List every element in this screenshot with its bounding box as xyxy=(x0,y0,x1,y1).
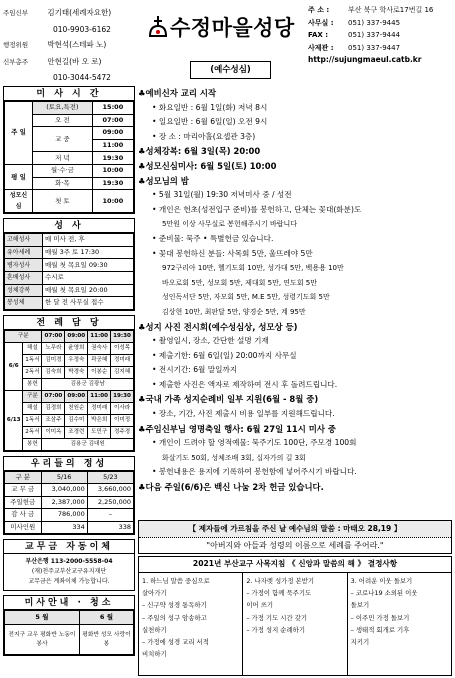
bulletin-header xyxy=(0,0,455,84)
weekly-verse xyxy=(138,520,452,554)
table-row: 2독서 이미옥 조경련 도민구 정주경 xyxy=(5,426,134,438)
notice-item: 972구리아 10만, 헬기도회 10만, 성가대 5만, 백용용 10만 xyxy=(162,264,344,273)
notice-item: • 5월 31일(월) 19:30 저녁미사 중 / 성전 xyxy=(152,190,292,200)
church-logo-icon xyxy=(148,14,168,38)
mass-guide-title: 미사안내 · 청소 xyxy=(4,596,134,610)
notice-heading: ♣ 성모신심미사: 6월 5일(토) 10:00 xyxy=(138,159,452,174)
guideline-line: 지키기 xyxy=(350,638,370,647)
table-row: 성모신심 첫 토 10:00 xyxy=(5,190,134,213)
table-row: 주 일 (토요,특전) 15:00 xyxy=(5,102,134,115)
notice-item: • 봉헌내용은 용지에 기록하여 봉헌함에 넣어주시기 바랍니다. xyxy=(152,467,357,477)
notice-item: 성인독서단 5만, 자모회 5만, M.E 5만, 성령기도회 5만 xyxy=(162,293,330,302)
parish-name: 수정마을성당 xyxy=(170,16,295,40)
bank-transfer-info xyxy=(4,554,134,590)
staff-row: 행정위원 박현석(스테파 노) xyxy=(3,40,107,49)
guideline-line: – 신구약 성경 통독하기 xyxy=(142,601,207,610)
liturgy-rota-section xyxy=(3,315,135,452)
guideline-line: – 이주민 가정 돌보기 xyxy=(350,613,410,622)
diocese-guidelines xyxy=(138,556,452,676)
table-row: 미사인원 334 338 xyxy=(5,521,134,534)
table-row: 5 월 6 월 xyxy=(5,611,134,625)
notice-heading: ♣ 예비신자 교리 시작 xyxy=(138,86,452,101)
guideline-line: – 가정이 함께 묵주기도 xyxy=(246,589,312,598)
mass-times-table xyxy=(4,101,134,213)
guidelines-title: 2021년 부산교구 사목지침 《 신앙과 말씀의 해 》 결정사항 xyxy=(139,557,451,573)
table-row: 11:00 xyxy=(5,139,134,152)
table-row: 전지구 교우 평화반 노동이 봉사 평화반 성모 사랑이 봉 xyxy=(5,625,134,655)
sacraments-section xyxy=(3,218,135,311)
mass-guide-section xyxy=(3,595,135,656)
table-row: 봉헌 김용군 김광남 xyxy=(5,378,134,390)
notice-item: • 제출기한: 6월 6일(일) 20:00까지 사무실 xyxy=(152,350,297,360)
table-row: 평 일 월·수·금 10:00 xyxy=(5,164,134,177)
notice-heading: ♣ 주임신부님 영명축일 행사: 6월 27일 11시 미사 중 xyxy=(138,422,452,437)
notice-heading: ♣ 성체강복: 6월 3일(목) 20:00 xyxy=(138,144,452,159)
staff-row: 주임신부 김기태(세례자요한) xyxy=(3,8,112,17)
guideline-col-3 xyxy=(348,573,451,675)
liturgy-rota-title: 전 례 담 당 xyxy=(4,316,134,330)
table-row: 구분 07:00 09:00 11:00 19:30 xyxy=(5,330,134,342)
guideline-line: – 가정에 성경 교리 서적 xyxy=(142,638,209,647)
mass-times-section xyxy=(3,86,135,214)
notice-item: • 전시기간: 6월 말일까지 xyxy=(152,365,238,375)
guideline-line: – 가정 성지 순례하기 xyxy=(246,625,306,634)
notice-item: 김상현 10만, 최판달 5만, 양경순 5만, 계 95만 xyxy=(162,307,306,316)
contact-row: FAX : 051) 337-9444 xyxy=(308,31,401,39)
guideline-col-2 xyxy=(243,573,347,675)
notices-list xyxy=(138,86,452,495)
left-column xyxy=(3,86,135,656)
notice-item: 바오로회 5만, 성모회 5만, 제대회 5만, 연도회 5만 xyxy=(162,278,318,287)
guideline-line: – 가정 기도 시간 갖기 xyxy=(246,613,308,622)
bank-transfer-section xyxy=(3,539,135,591)
notice-item: • 꽃대 봉헌하신 분들: 사목회 5만, 울뜨레야 5만 xyxy=(152,248,313,258)
parish-contacts xyxy=(308,4,455,67)
table-row: 유아세례 매월 3주 토 17:30 xyxy=(5,246,134,259)
table-row: 1독서 조삼주 김수미 박은희 이미정 xyxy=(5,414,134,426)
contact-row: 주 소 : 부산 북구 학사로17번길 16 xyxy=(308,6,434,14)
table-row: 교 중 09:00 xyxy=(5,127,134,140)
table-row: 병자성사 매월 첫 목요일 09:30 xyxy=(5,259,134,272)
notice-item: • 일요일반 : 6월 6일(일) 오전 9시 xyxy=(152,117,268,127)
notice-item: • 개인이 드려야 할 영적예물: 묵주기도 100단, 주모경 100회 xyxy=(152,438,357,448)
guideline-line: – 주일의 성구 암송하고 xyxy=(142,613,207,622)
bank-note: 교무금은 계좌이체 가능합니다. xyxy=(28,578,110,586)
notice-item: 화살기도 50회, 성체조배 3회, 십자가의 길 3회 xyxy=(162,453,306,462)
staff-phone: 010-3044-5472 xyxy=(53,73,111,82)
table-row: 봉성체 한 달 전 사무실 접수 xyxy=(5,297,134,310)
notice-item: • 개인은 헌초(성전입구 준비)를 봉헌하고, 단체는 꽃대(화분)도 xyxy=(152,204,362,214)
notice-item: • 촬영일시, 장소, 간단한 설명 기재 xyxy=(152,336,269,346)
guideline-line: – 생태적 회개로 기후 xyxy=(350,625,410,634)
verse-reference: 【 제자들에 가르침을 주신 날 예수님의 말씀 : 마태오 28,19 】 xyxy=(139,521,451,538)
notice-item: • 화요일반 : 6월 1일(화) 저녁 8시 xyxy=(152,102,268,112)
notice-item: • 제출한 사진은 액자로 제작하여 전시 후 돌려드립니다. xyxy=(152,379,338,389)
contact-row: 사무실 : 051) 337-9445 xyxy=(308,18,401,27)
offering-section xyxy=(3,456,135,536)
guidelines-columns xyxy=(139,573,451,675)
parish-website-link[interactable]: http://sujungmaeul.catb.kr xyxy=(308,55,422,64)
notice-heading: ♣ 성모님의 밤 xyxy=(138,174,452,189)
guideline-line: 이어 쓰기 xyxy=(246,601,274,610)
table-row: 고해성사 매 미사 전, 후 xyxy=(5,234,134,247)
contact-row: 사제관 : 051) 337-9447 xyxy=(308,43,401,52)
table-row: 오 전 07:00 xyxy=(5,114,134,127)
guideline-col-1 xyxy=(139,573,243,675)
table-row: 저 녁 19:30 xyxy=(5,152,134,165)
guideline-line: 비치하기 xyxy=(142,650,167,659)
staff-phone: 010-9903-6162 xyxy=(53,24,111,34)
notice-item: 5만원 이상 사무실로 봉헌해주시기 바랍니다 xyxy=(162,220,298,229)
guideline-line: 3. 어려운 이웃 돌보기 xyxy=(350,577,413,585)
table-row: 해설 김경희 천원순 정미래 이사라 xyxy=(5,402,134,414)
guideline-line: – 코로나19 소외된 이웃 xyxy=(350,589,418,598)
staff-contacts xyxy=(3,5,131,86)
table-row: 6/6 해설 노무라 윤영희 권숙사 이성목 xyxy=(5,342,134,354)
offering-title: 우리들의 정성 xyxy=(4,457,134,471)
notice-item: • 장 소 : 마리아홀(요셉관 3층) xyxy=(152,131,256,141)
guideline-line: 살아가기 xyxy=(142,589,167,598)
offering-table xyxy=(4,471,134,535)
table-row: 봉헌 김용군 김대원 xyxy=(5,438,134,450)
bank-account: 부산은행 113-2000-5558-04 xyxy=(25,558,113,566)
notice-item: • 장소, 기간, 사진 제출시 비용 일부를 지원해드립니다. xyxy=(152,409,335,419)
notice-heading: ♣ 성지 사진 전시회(예수성심상, 성모상 등) xyxy=(138,320,452,335)
guideline-line: 1. 하느님 말씀 중심으로 xyxy=(142,577,210,585)
guideline-line: 실천하기 xyxy=(142,625,167,634)
guideline-line: 2. 나자렛 성가정 본받기 xyxy=(246,577,315,585)
guideline-line: 돌보기 xyxy=(350,601,370,610)
table-row: 구 분 5/16 5/23 xyxy=(5,471,134,484)
mass-times-title: 미 사 시 간 xyxy=(4,87,134,101)
table-row: 주일헌금 2,387,000 2,250,000 xyxy=(5,496,134,509)
notice-heading: ♣ 국내 가족 성지순례비 일부 지원(6월 - 8월 중) xyxy=(138,392,452,407)
table-row: 2독서 김숙희 박경숙 이봉순 김지혜 xyxy=(5,366,134,378)
liturgy-rota-table xyxy=(4,330,134,451)
bank-holder: (재)천주교부산교구유지재단 xyxy=(31,568,107,576)
table-row: 6/13 구분 07:00 09:00 11:00 19:30 xyxy=(5,390,134,402)
sacraments-title: 성 사 xyxy=(4,219,134,233)
bank-transfer-title: 교무금 자동이체 xyxy=(4,540,134,554)
table-row: 교 무 금 3,040,000 3,660,000 xyxy=(5,484,134,497)
mass-guide-table xyxy=(4,610,134,655)
notice-heading: ♣ 다음 주일(6/6)은 백신 나눔 2차 헌금 있습니다. xyxy=(138,480,452,495)
table-row: 감 사 금 786,000 – xyxy=(5,509,134,522)
sacraments-table xyxy=(4,233,134,310)
staff-row: 신부총주 안현길(바 오 로) xyxy=(3,56,102,66)
parish-logo xyxy=(148,8,298,48)
table-row: 성체강복 매월 첫 목요일 20:00 xyxy=(5,284,134,297)
table-row: 화·목 19:30 xyxy=(5,177,134,190)
notice-item: • 준비물: 묵주 • 특별헌금 있습니다. xyxy=(152,233,274,243)
table-row: 1독서 김미경 우정숙 곽공혜 정미래 xyxy=(5,354,134,366)
liturgical-season: (예수성심) xyxy=(190,61,271,79)
table-row: 혼배성사 수시로 xyxy=(5,271,134,284)
verse-text: "아버지와 아들과 성령의 이름으로 세례를 주어라." xyxy=(206,541,384,550)
